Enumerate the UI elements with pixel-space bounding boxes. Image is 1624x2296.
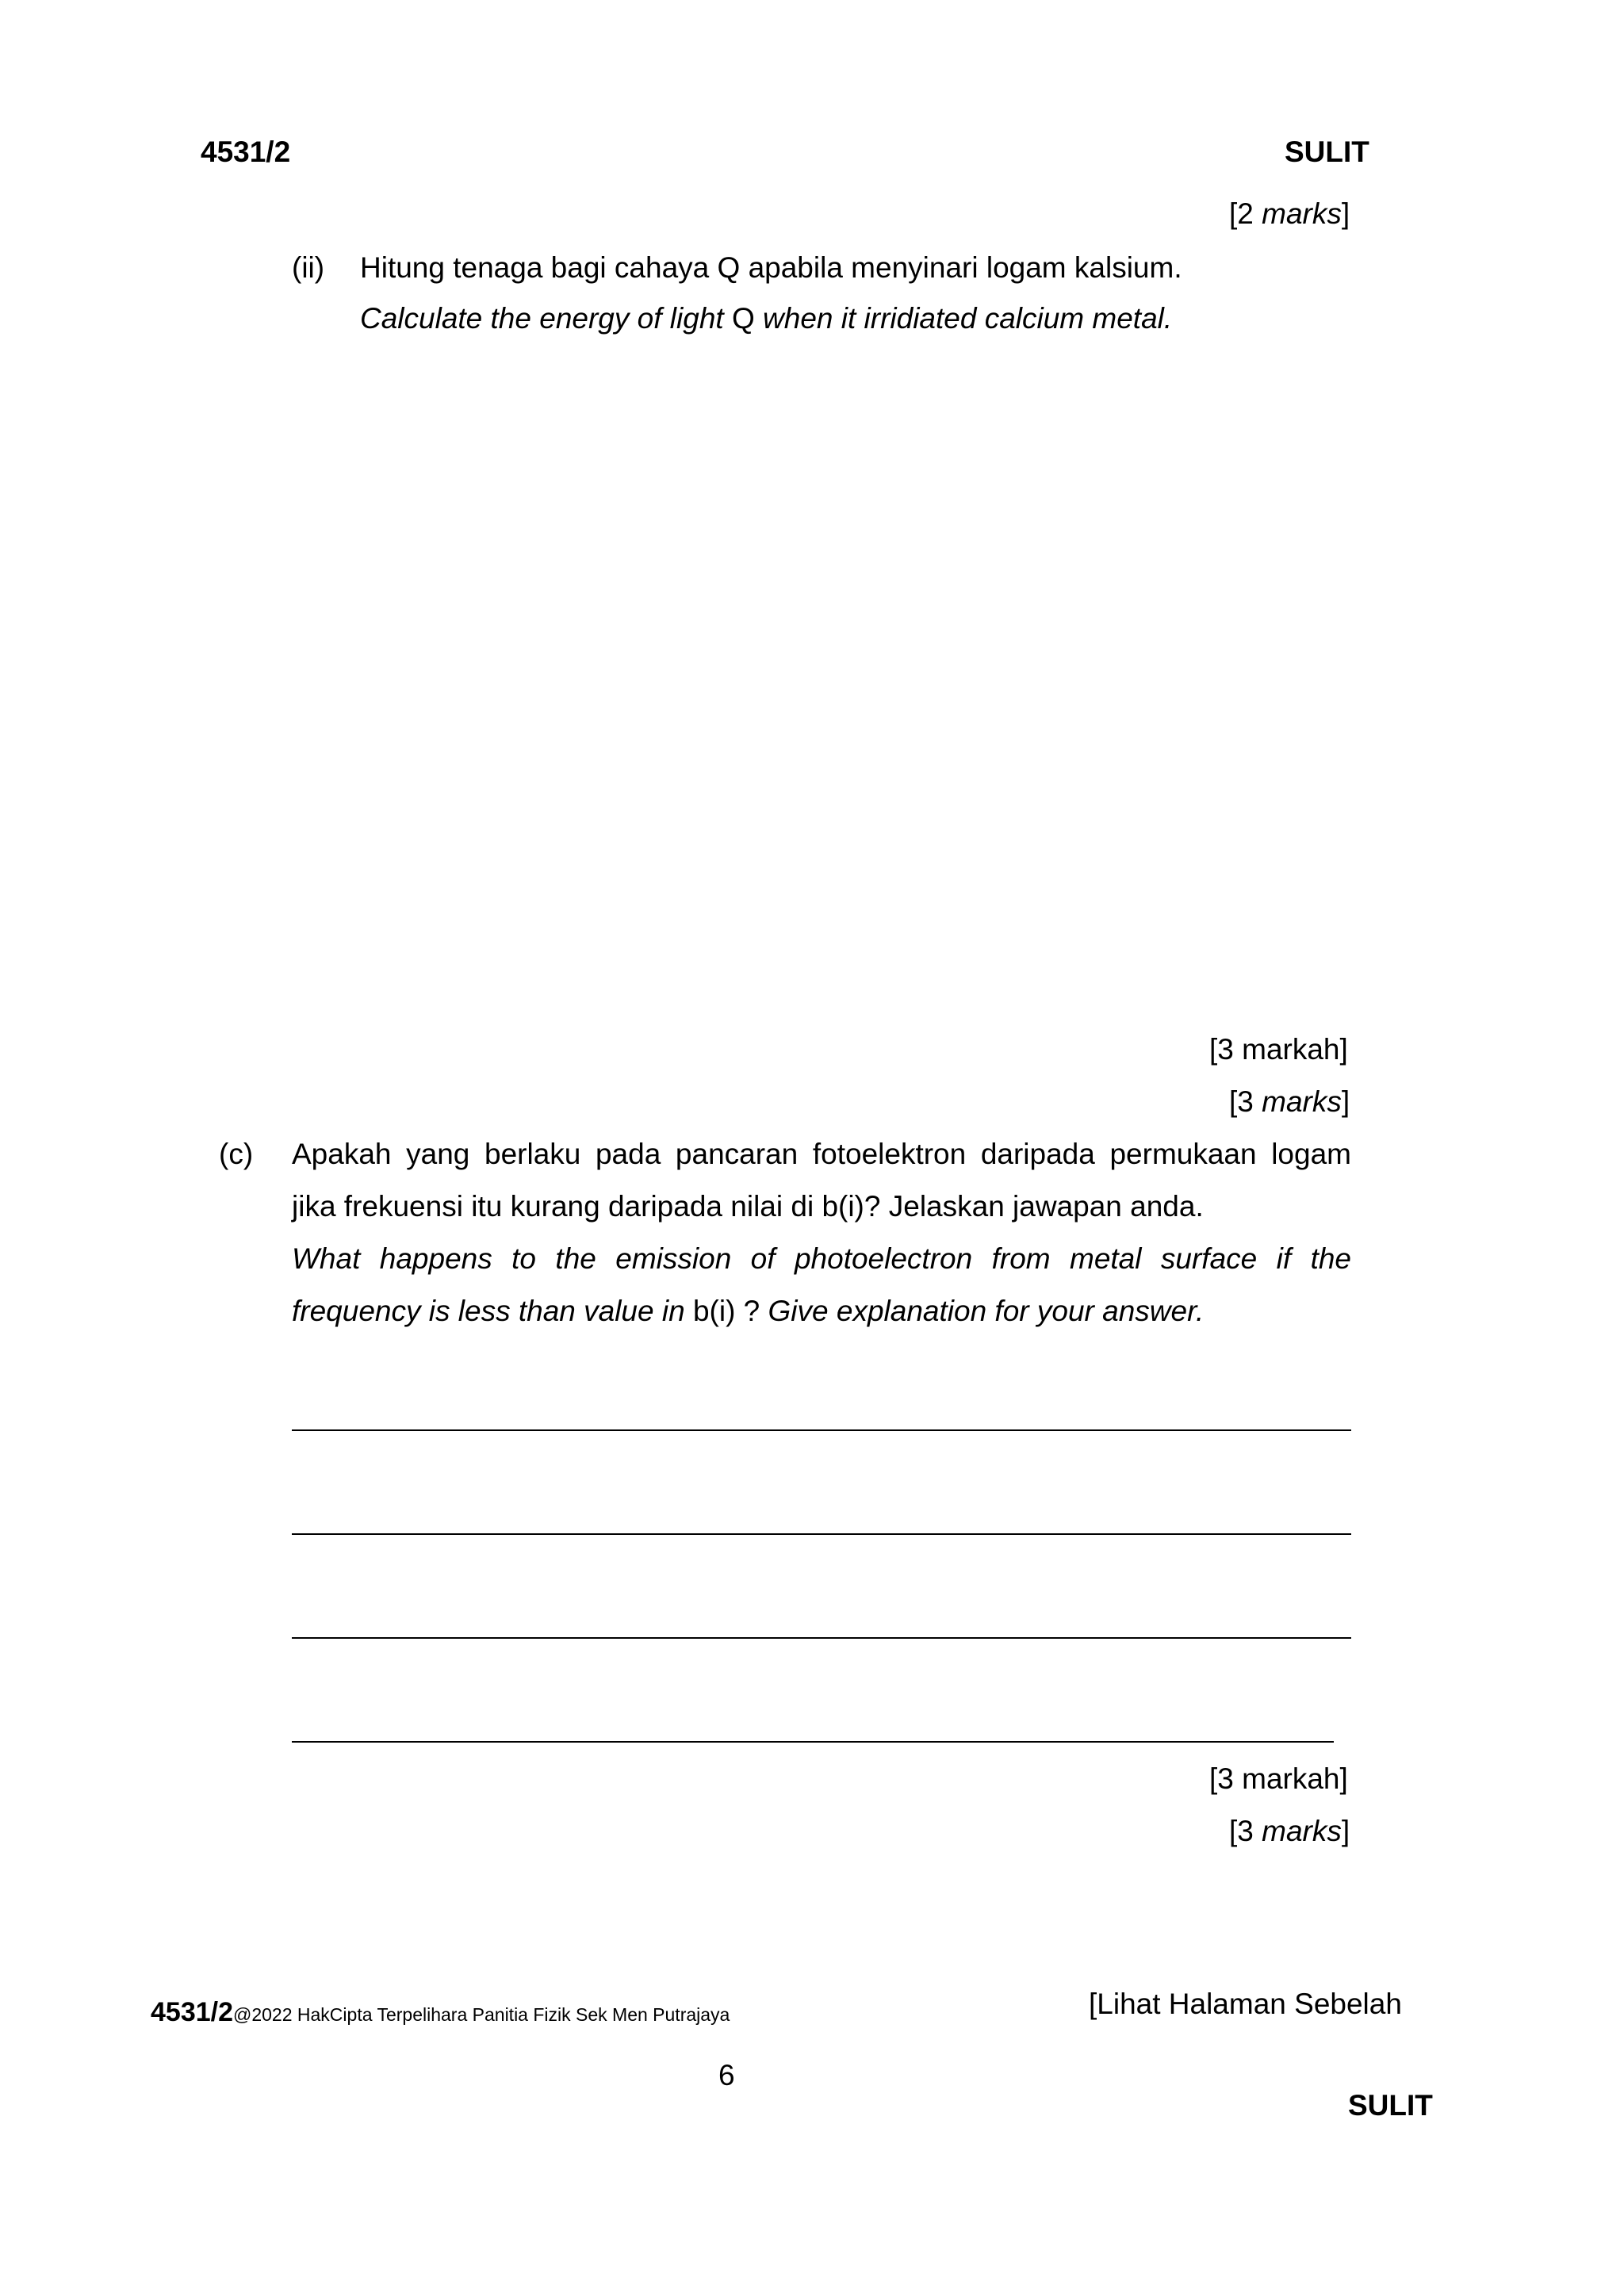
footer-paper-code: 4531/2 — [151, 1997, 233, 2027]
question-c-english-line2: frequency is less than value in b(i) ? Give explanation for your answer. — [292, 1295, 1205, 1327]
footer-classification: SULIT — [1348, 2089, 1433, 2122]
question-c-english-line1: What happens to the emission of photoelectron from metal surface if the — [292, 1242, 1351, 1275]
question-c-label: (c) — [219, 1138, 254, 1170]
answer-line-4[interactable] — [292, 1741, 1334, 1743]
header-classification: SULIT — [1285, 136, 1369, 168]
question-b-ii-malay: Hitung tenaga bagi cahaya Q apabila menyinari logam kalsium. — [360, 251, 1182, 284]
answer-line-1[interactable] — [292, 1429, 1351, 1431]
c-marks-malay: [3 markah] — [1209, 1762, 1348, 1795]
answer-line-3[interactable] — [292, 1637, 1351, 1639]
c-marks-english: [3 marks] — [1229, 1815, 1350, 1847]
footer-next-page: [Lihat Halaman Sebelah — [1089, 1988, 1402, 2020]
page-number: 6 — [718, 2059, 735, 2091]
b-ii-marks-malay: [3 markah] — [1209, 1033, 1348, 1066]
question-b-ii-english: Calculate the energy of light Q when it irridiated calcium metal. — [360, 302, 1173, 335]
footer-copyright-text: @2022 HakCipta Terpelihara Panitia Fizik Sek Men Putrajaya — [233, 2004, 730, 2025]
question-c-malay-line2: jika frekuensi itu kurang daripada nilai di b(i)? Jelaskan jawapan anda. — [292, 1190, 1204, 1223]
header-paper-code: 4531/2 — [201, 136, 291, 168]
answer-line-2[interactable] — [292, 1533, 1351, 1535]
question-b-ii-label: (ii) — [292, 251, 325, 284]
b-ii-marks-english: [3 marks] — [1229, 1085, 1350, 1118]
question-c-malay-line1: Apakah yang berlaku pada pancaran fotoelektron daripada permukaan logam — [292, 1138, 1351, 1170]
b-i-marks-english: [2 marks] — [1229, 197, 1350, 230]
footer-copyright — [151, 1996, 730, 2030]
